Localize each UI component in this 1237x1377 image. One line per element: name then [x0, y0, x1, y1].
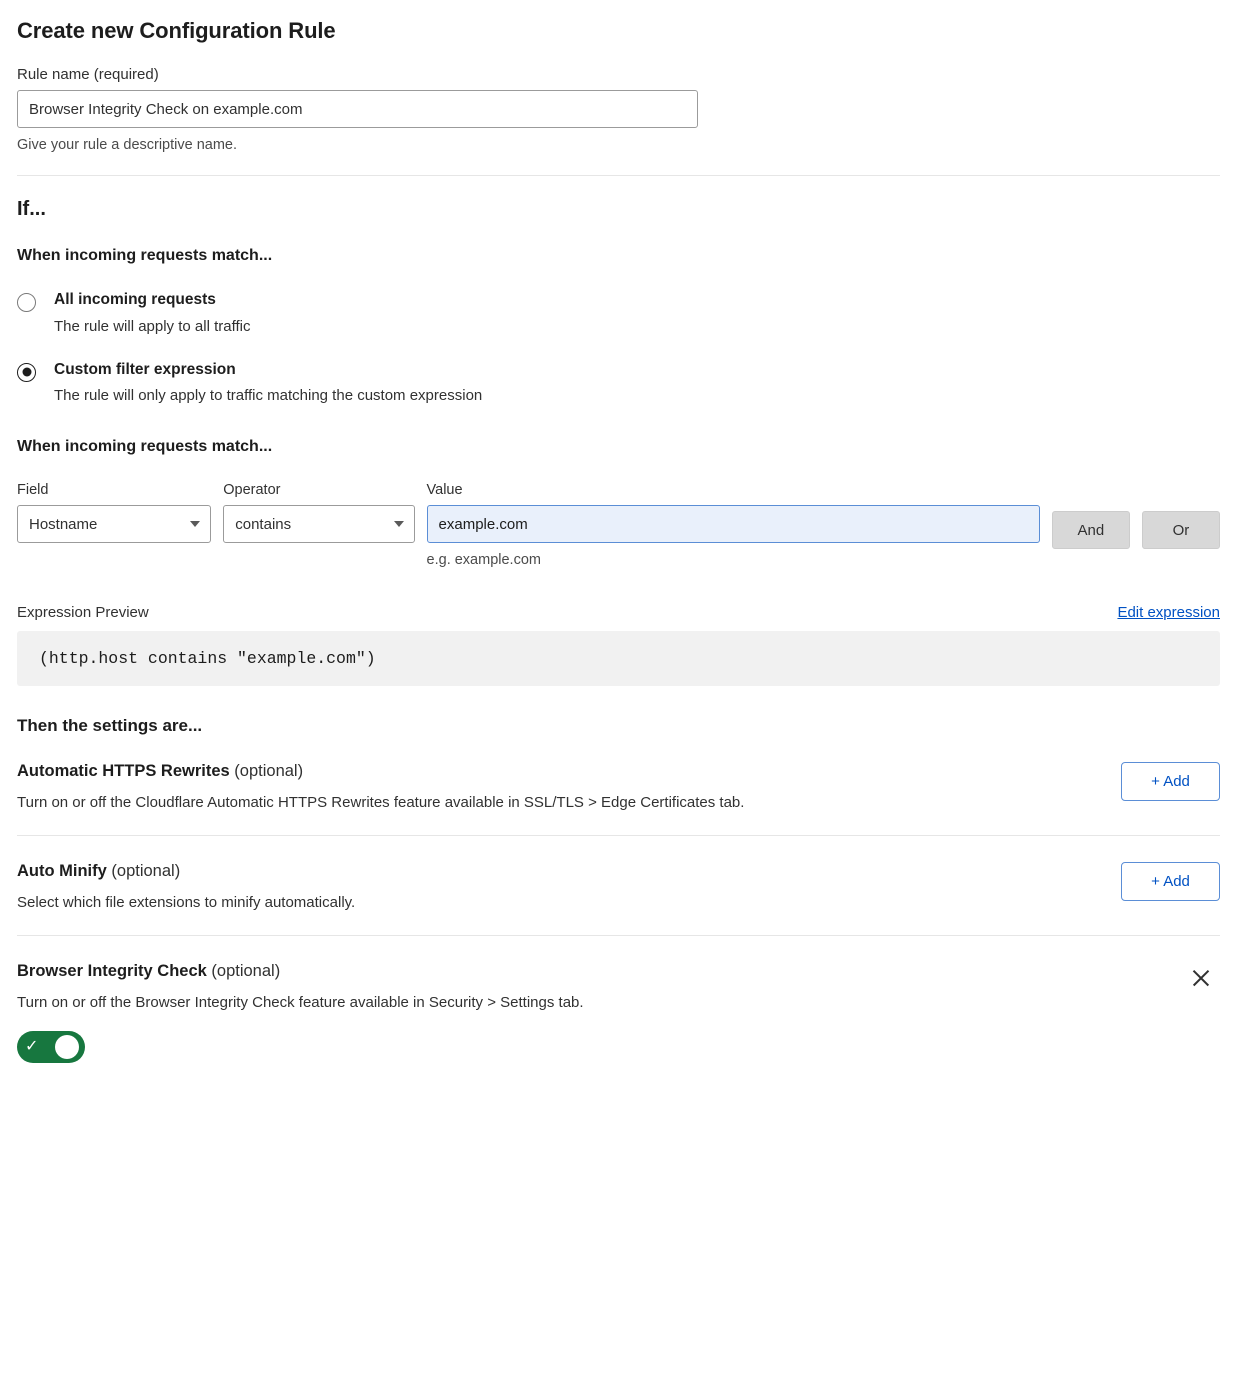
radio-desc-custom-filter: The rule will only apply to traffic matching the custom expression: [54, 387, 483, 405]
setting-optional-tag: (optional): [206, 962, 281, 981]
or-button[interactable]: Or: [1142, 511, 1220, 549]
setting-optional-tag: (optional): [106, 862, 181, 881]
and-button[interactable]: And: [1052, 511, 1130, 549]
radio-icon-all-requests[interactable]: [17, 293, 36, 312]
edit-expression-link[interactable]: Edit expression: [1117, 604, 1220, 622]
if-section-heading: If...: [17, 198, 46, 220]
field-label: Field: [17, 482, 49, 499]
expression-preview-label: Expression Preview: [17, 604, 149, 622]
value-label: Value: [426, 482, 463, 499]
setting-optional-tag: (optional): [229, 762, 304, 781]
value-input[interactable]: [427, 505, 1040, 543]
close-icon[interactable]: [1188, 965, 1214, 991]
value-column: [427, 482, 1040, 568]
page-title: Create new Configuration Rule: [17, 18, 336, 43]
operator-select[interactable]: [223, 505, 414, 543]
radio-icon-custom-filter[interactable]: [17, 363, 36, 382]
expression-builder: [17, 482, 1220, 568]
operator-select-value: contains: [235, 515, 292, 533]
expression-preview-header: [17, 604, 1220, 621]
operator-column: [223, 482, 414, 543]
browser-integrity-check-toggle[interactable]: [17, 1031, 85, 1063]
radio-title-all-requests: All incoming requests: [54, 291, 216, 308]
radio-option-custom-filter[interactable]: [17, 361, 1220, 405]
setting-title-text: Automatic HTTPS Rewrites: [17, 762, 230, 781]
radio-desc-all-requests: The rule will apply to all traffic: [54, 317, 251, 335]
expression-preview-box: (http.host contains "example.com"): [17, 631, 1220, 686]
match-heading: When incoming requests match...: [17, 247, 273, 264]
field-select[interactable]: [17, 505, 211, 543]
setting-desc-browser-integrity-check: Turn on or off the Browser Integrity Check feature available in Security > Settings tab.: [17, 994, 584, 1012]
chevron-down-icon: [394, 521, 404, 527]
setting-title-automatic-https-rewrites: [17, 762, 744, 781]
expression-builder-heading: When incoming requests match...: [17, 438, 273, 456]
toggle-knob: [55, 1035, 79, 1059]
setting-title-browser-integrity-check: [17, 962, 584, 981]
divider-top: [17, 175, 1220, 176]
value-help: e.g. example.com: [426, 552, 541, 569]
setting-automatic-https-rewrites: [17, 736, 1220, 835]
field-select-value: Hostname: [29, 515, 98, 533]
add-button-auto-minify[interactable]: + Add: [1121, 862, 1220, 901]
setting-title-auto-minify: [17, 862, 355, 881]
rule-name-label: Rule name (required): [17, 66, 159, 83]
radio-title-custom-filter: Custom filter expression: [54, 360, 236, 378]
setting-title-text: Auto Minify: [17, 862, 107, 881]
chevron-down-icon: [190, 521, 200, 527]
add-button-automatic-https-rewrites[interactable]: + Add: [1121, 762, 1220, 801]
field-column: [17, 482, 211, 543]
setting-auto-minify: [17, 835, 1220, 935]
then-section-heading: Then the settings are...: [17, 716, 203, 736]
rule-name-help: Give your rule a descriptive name.: [17, 137, 238, 153]
check-icon: ✓: [25, 1038, 39, 1056]
setting-title-text: Browser Integrity Check: [17, 962, 207, 981]
radio-option-all-requests[interactable]: [17, 291, 1220, 335]
setting-desc-auto-minify: Select which file extensions to minify automatically.: [17, 894, 356, 912]
setting-desc-automatic-https-rewrites: Turn on or off the Cloudflare Automatic HTTPS Rewrites feature available in SSL/TLS > Edge Certificates tab.: [17, 794, 745, 812]
operator-label: Operator: [223, 482, 281, 499]
setting-browser-integrity-check: [17, 935, 1220, 1087]
rule-name-input[interactable]: [17, 90, 698, 128]
